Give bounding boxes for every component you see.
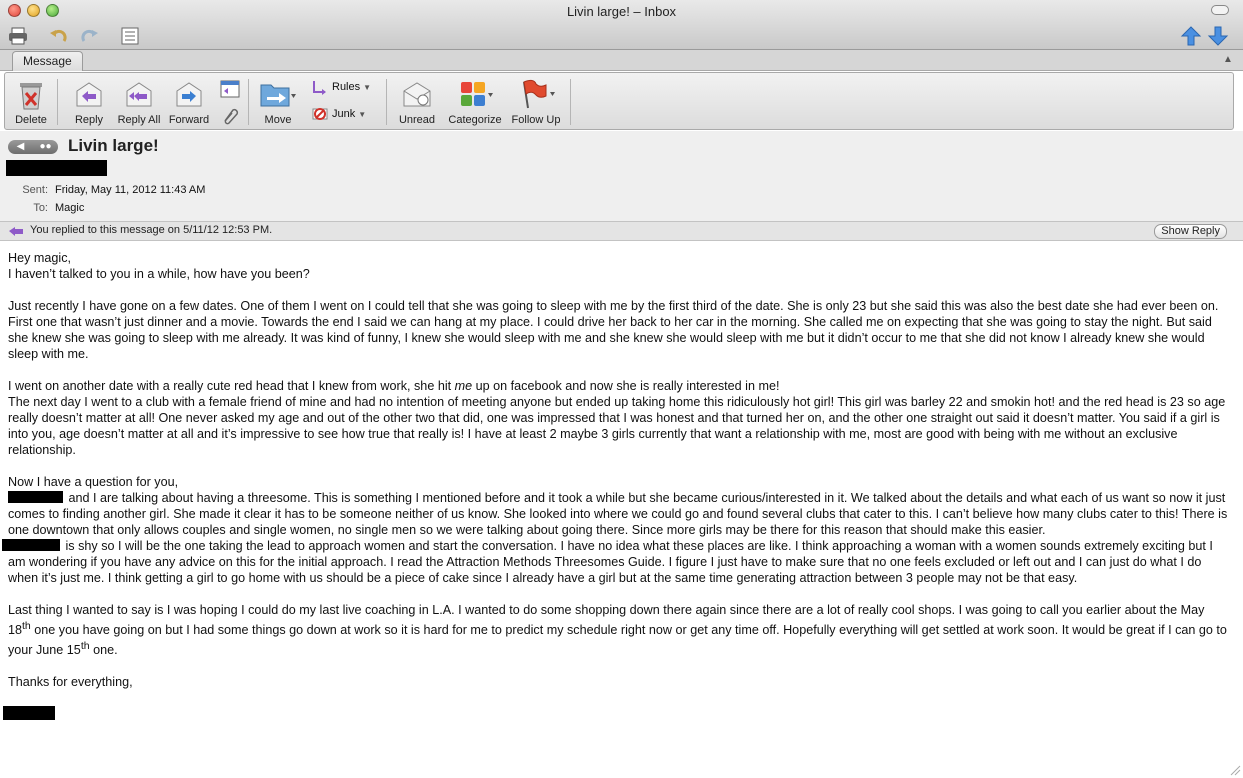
to-value[interactable]: Magic [55, 202, 85, 214]
message-body [8, 250, 1230, 720]
categorize-icon [445, 75, 505, 113]
redacted-sender [6, 160, 107, 176]
trash-icon [11, 75, 51, 113]
reply-arrow-icon [8, 226, 24, 237]
sent-label: Sent: [22, 184, 48, 196]
ribbon-divider [57, 79, 58, 125]
previous-message-up-arrow-icon[interactable] [1180, 25, 1202, 47]
body-paragraph: The next day I went to a club with a female friend of mine and had no intention of meeting anyone but ended up taking home this ridiculously hot girl! This girl was barley 22 and smokin hot! and the red head is 23 so age really doesn’t matter at all! One never asked my age and out of the other two that did, one was impressed that I was honest and that turned her on, and the other one straight out said it doesn’t matter. You said if a girl is into you, age doesn’t matter at all and it’s impressive to see how true that really is! I have at least 2 maybe 3 girls currently that want a relationship with me, most are good with being with me without an exclusive relationship. [8, 395, 1226, 457]
junk-icon [311, 106, 329, 122]
greeting-line: Hey magic, [8, 251, 71, 265]
junk-button[interactable]: Junk ▼ [311, 106, 366, 122]
ribbon-divider [570, 79, 571, 125]
print-icon[interactable] [7, 26, 29, 46]
rules-icon [311, 79, 329, 95]
body-line: I haven’t talked to you in a while, how have you been? [8, 267, 310, 281]
delete-button[interactable]: Delete [11, 75, 51, 127]
ribbon-tab-row [0, 50, 1243, 71]
forward-icon [167, 75, 211, 113]
message-header [0, 131, 1243, 221]
previous-arrow-icon[interactable]: ◀ [16, 141, 25, 152]
redacted-signature [3, 706, 55, 720]
show-reply-button[interactable]: Show Reply [1154, 224, 1227, 239]
title-bar [0, 0, 1243, 50]
body-paragraph: I went on another date with a really cute red head that I knew from work, she hit me up on facebook and now she is really interested in me! [8, 379, 780, 393]
to-label: To: [33, 202, 48, 214]
redacted-name [2, 539, 60, 551]
move-button[interactable]: Move [255, 75, 301, 127]
attachment-icon[interactable] [219, 105, 241, 128]
collapse-ribbon-icon[interactable]: ▲ [1223, 54, 1233, 65]
next-message-down-arrow-icon[interactable] [1207, 25, 1229, 47]
follow-up-button[interactable]: Follow Up [508, 75, 564, 127]
forward-button[interactable]: Forward [167, 75, 211, 127]
customize-toolbar-icon[interactable] [119, 26, 141, 46]
message-navigation-control[interactable] [8, 140, 58, 154]
reply-all-button[interactable]: Reply All [113, 75, 165, 127]
ribbon-divider [248, 79, 249, 125]
sent-value: Friday, May 11, 2012 11:43 AM [55, 184, 206, 196]
body-paragraph: is shy so I will be the one taking the lead to approach women and start the conversation. I have no idea what these places are like. I think approaching a woman with a women sounds extremely exciting but I am wondering if you have any advice on this for the initial approach. I read the Attraction Methods Threesomes Guide. I figure I just have to make sure that no one feels excluded or left out and I can just do what I do when it’s just me. I think getting a girl to go home with us should be a piece of cake since I already have a girl but at the same time generating attraction between 3 people may not be that easy. [8, 538, 1230, 586]
redo-icon[interactable] [78, 26, 100, 46]
body-paragraph: and I are talking about having a threesome. This is something I mentioned before and it took a while but she became curious/interested in it. We talked about the details and what each of us want so now it just comes to finding another girl. She made it clear it has to be someone neither of us know. She looked into where we could go and found several clubs that cater to this. I can’t believe how many clubs cater to this! There is one downtown that only allows couples and single women, no single men so we were talking about going there. Since more girls may be there for this reason that should make this easier. [8, 491, 1228, 537]
categorize-button[interactable]: Categorize [445, 75, 505, 127]
ribbon [4, 72, 1234, 130]
chevron-down-icon: ▼ [358, 109, 367, 119]
ribbon-divider [386, 79, 387, 125]
unread-button[interactable]: Unread [395, 75, 439, 127]
closing-line: Thanks for everything, [8, 675, 133, 690]
body-paragraph: Just recently I have gone on a few dates. One of them I went on I could tell that she was going to sleep with me by the first third of the date. She is only 23 but she said this was also the best date she had ever been on. First one that wasn’t just dinner and a movie. Towards the end I said we can hang at my place. I could drive her back to her car in the morning. She called me on expecting that she was going to stay the night. But said she knew she was going to sleep with me already. It was kind of funny, I knew she would sleep with me and she knew she would sleep with me but it didn’t occur to me that she did not know I already knew she would sleep with me. [8, 299, 1219, 361]
body-paragraph: Last thing I wanted to say is I was hoping I could do my last live coaching in L.A. I wanted to do some shopping down there again since there are a lot of really cool shops. I was going to call you earlier about the May 18th one you have going on but I had some things go down at work so it is hard for me to predict my schedule right now or get any time off. Hopefully everything will get settled at work soon. It would be great if I can go to your June 15th one. [8, 603, 1227, 658]
replied-notice-bar [0, 221, 1243, 241]
window-title: Livin large! – Inbox [566, 4, 677, 19]
undo-icon[interactable] [48, 26, 70, 46]
tab-message[interactable]: Message [12, 51, 83, 71]
meeting-icon[interactable] [219, 79, 241, 102]
chevron-down-icon: ▼ [363, 82, 372, 92]
conversation-icon[interactable]: ●● [39, 141, 52, 152]
reply-all-icon [113, 75, 165, 113]
reply-button[interactable]: Reply [69, 75, 109, 127]
move-folder-icon [255, 75, 301, 113]
message-subject: Livin large! [68, 136, 159, 155]
body-line: Now I have a question for you, [8, 475, 179, 489]
reply-icon [69, 75, 109, 113]
unread-envelope-icon [395, 75, 439, 113]
redacted-name [8, 491, 63, 503]
replied-notice-text: You replied to this message on 5/11/12 12:53 PM. [30, 224, 273, 236]
toolbar-toggle-button[interactable] [1211, 5, 1229, 15]
rules-button[interactable]: Rules ▼ [311, 79, 371, 95]
resize-grip-icon[interactable] [1229, 764, 1241, 776]
flag-icon [508, 75, 564, 113]
